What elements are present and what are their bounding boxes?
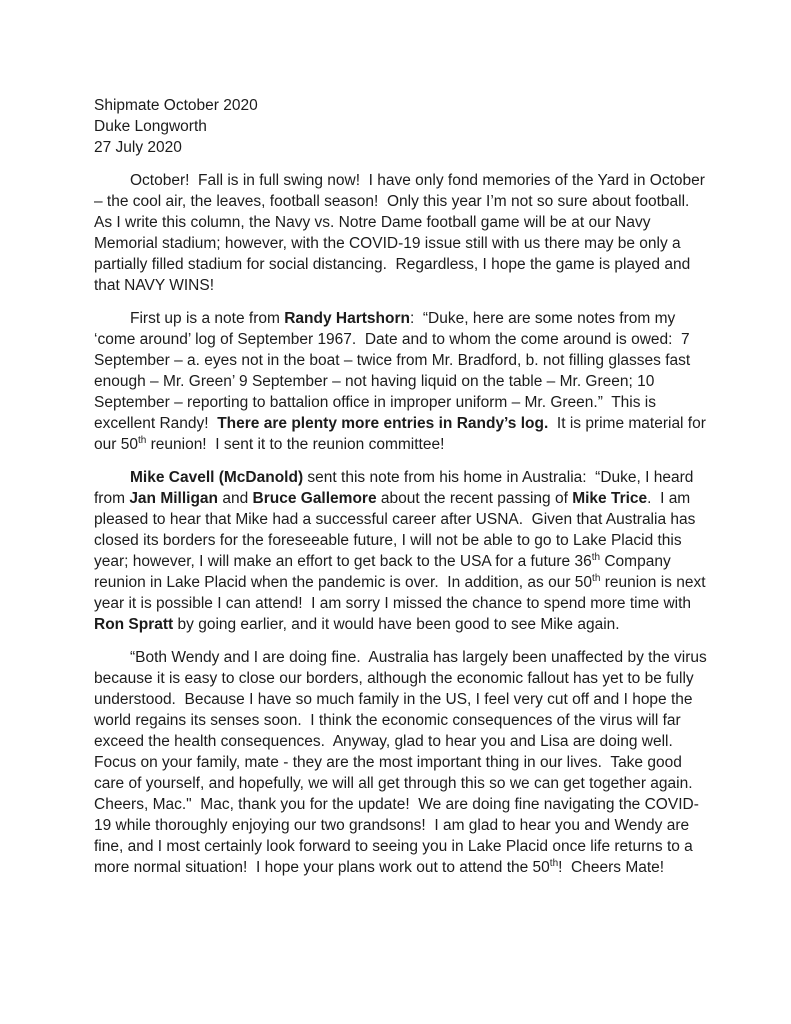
- text-run: and: [218, 490, 253, 507]
- bold-text-run: Bruce Gallemore: [252, 490, 377, 507]
- text-run: : “Duke, here are some notes from my ‘come around’ log of September 1967. Date and to whom the come around is owed: 7 September – a. eyes not in the boat – twice from Mr. Bradford, b. not filling glasses fast enough – Mr. Green’ 9 September – not having liquid on the table – Mr. Green; 10 September – reporting to battalion office in improper uniform – Mr. Green.” This is excellent Randy!: [94, 310, 695, 432]
- superscript-text-run: th: [137, 434, 147, 446]
- paragraph: [94, 308, 710, 455]
- text-run: reunion! I sent it to the reunion committee!: [146, 436, 445, 453]
- header-title: Shipmate October 2020: [94, 97, 258, 114]
- text-run: First up is a note from: [130, 310, 285, 327]
- paragraph: [94, 647, 710, 878]
- bold-text-run: Randy Hartshorn: [284, 310, 410, 327]
- document-content: [94, 95, 710, 878]
- text-run: Company reunion in Lake Placid when the pandemic is over. In addition, as our 50: [94, 553, 676, 591]
- text-run: . I am pleased to hear that Mike had a successful career after USNA. Given that Australia has closed its borders for the foreseeable future, I will not be able to go to Lake Placid this year; however, I will make an effort to get back to the USA for a future 36: [94, 490, 700, 570]
- text-run: by going earlier, and it would have been good to see Mike again.: [173, 616, 620, 633]
- paragraph: [94, 467, 710, 635]
- header-author: Duke Longworth: [94, 118, 207, 135]
- superscript-text-run: th: [592, 572, 601, 584]
- bold-text-run: Ron Spratt: [94, 616, 174, 633]
- header-date: 27 July 2020: [94, 139, 182, 156]
- paragraph: [94, 170, 710, 296]
- text-run: October! Fall is in full swing now! I have only fond memories of the Yard in October – the cool air, the leaves, football season! Only this year I’m not so sure about football. As I write this column, the Navy vs. Notre Dame football game will be at our Navy Memorial stadium; however, with the COVID-19 issue still with us there may be only a partially filled stadium for social distancing. Regardless, I hope the game is played and that NAVY WINS!: [94, 172, 710, 294]
- superscript-text-run: th: [591, 551, 601, 563]
- text-run: sent this note from his home in Australia: “Duke, I heard from: [94, 469, 698, 507]
- text-run: “Both Wendy and I are doing fine. Australia has largely been unaffected by the virus because it is easy to close our borders, although the economic fallout has yet to be fully understood. Because I have so much family in the US, I feel very cut off and I hope the world regains its senses soon. I think the economic consequences of the virus will far exceed the health consequences. Anyway, glad to hear you and Lisa are doing well. Focus on your family, mate - they are the most important thing in our lives. Take good care of yourself, and hopefully, we will all get through this so we can get together again. Cheers, Mac." Mac, thank you for the update! We are doing fine navigating the COVID-19 while thoroughly enjoying our two grandsons! I am glad to hear you and Wendy are fine, and I most certainly look forward to seeing you in Lake Placid once life returns to a more normal situation! I hope your plans work out to attend the 50: [94, 649, 712, 876]
- bold-text-run: Mike Cavell (McDanold): [130, 469, 304, 486]
- bold-text-run: Mike Trice: [572, 490, 648, 507]
- text-run: It is prime material for our 50: [94, 415, 711, 453]
- text-run: reunion is next year it is possible I can attend! I am sorry I missed the chance to spend more time with: [94, 574, 710, 612]
- text-run: about the recent passing of: [376, 490, 573, 507]
- text-run: ! Cheers Mate!: [558, 859, 665, 876]
- bold-text-run: There are plenty more entries in Randy’s log.: [217, 415, 549, 432]
- bold-text-run: Jan Milligan: [129, 490, 219, 507]
- superscript-text-run: th: [549, 857, 559, 869]
- doc-header: [94, 95, 710, 158]
- doc-body: [94, 170, 710, 878]
